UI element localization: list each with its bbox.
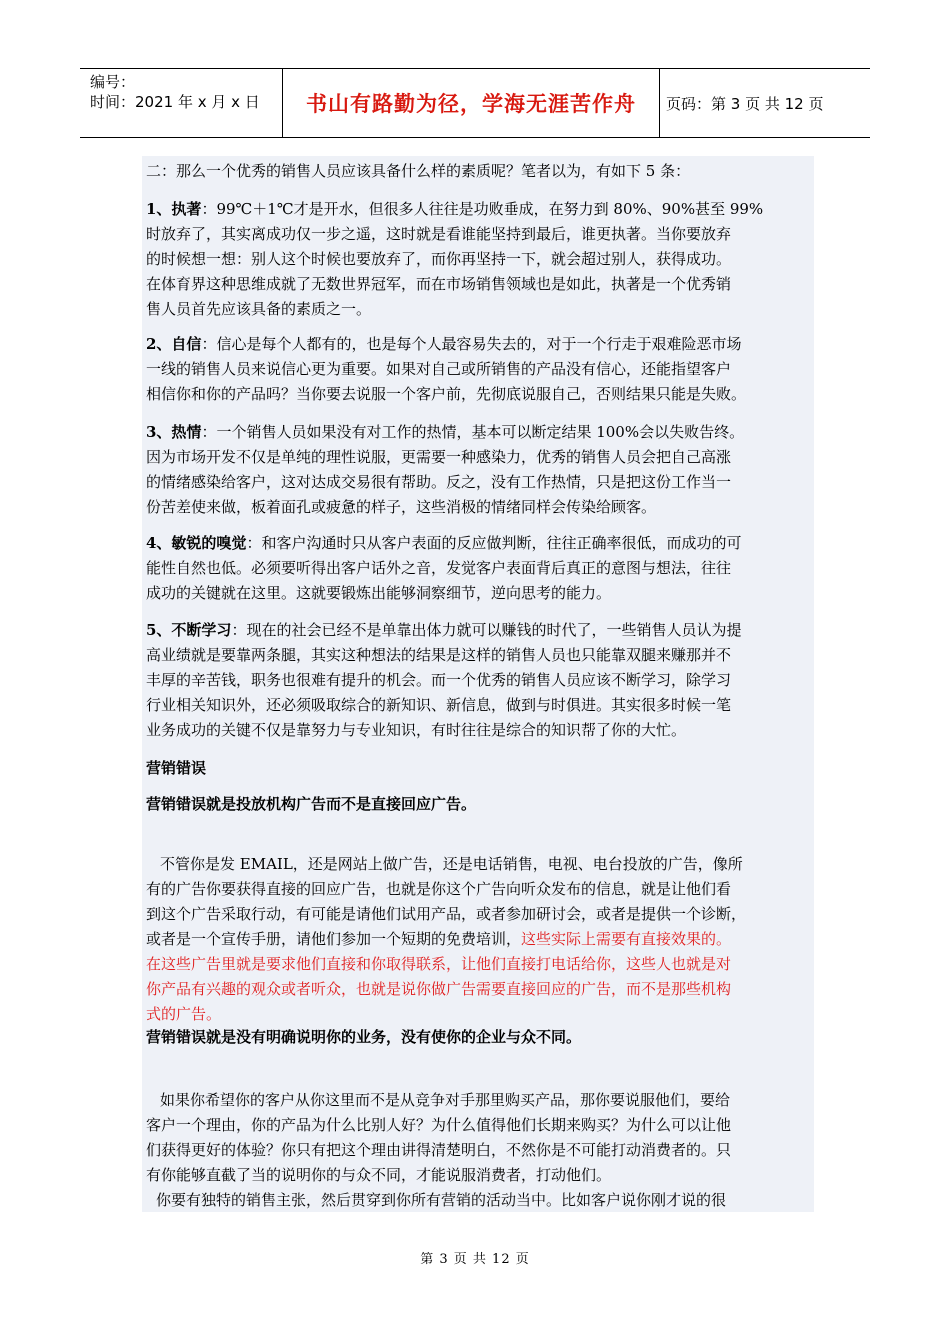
intro-text: 二：那么一个优秀的销售人员应该具备什么样的素质呢？笔者以为，有如下 5 条： (146, 162, 691, 180)
s2-line: 一线的销售人员来说信心更为重要。如果对自己或所销售的产品没有信心，还能指望客户 (146, 360, 732, 378)
doc-number-label: 编号： (90, 73, 136, 91)
err1-text: 或者是一个宣传手册，请他们参加一个短期的免费培训， (146, 930, 522, 948)
err2-line: 有你能够直截了当的说明你的与众不同，才能说服消费者，打动他们。 (146, 1166, 612, 1184)
err2-line: 们获得更好的体验？你只有把这个理由讲得清楚明白，不然你是不可能打动消费者的。只 (146, 1141, 732, 1159)
err2-line: 你要有独特的销售主张，然后贯穿到你所有营销的活动当中。比如客户说你刚才说的很 (156, 1191, 727, 1209)
s3-line (146, 420, 744, 445)
header-motto: 书山有路勤为径，学海无涯苦作舟 (283, 69, 660, 137)
s2-line: 相信你和你的产品吗？当你要去说服一个客户前，先彻底说服自己，否则结果只能是失败。 (146, 385, 747, 403)
s4-line (146, 531, 741, 556)
document-body (142, 156, 814, 1212)
page-header (80, 68, 870, 138)
section-title: 营销错误 (146, 759, 207, 777)
s4-line: 成功的关键就在这里。这就要锻炼出能够洞察细节，逆向思考的能力。 (146, 584, 612, 602)
s5-text: ：现在的社会已经不是单靠出体力就可以赚钱的时代了，一些销售人员认为提 (231, 621, 742, 639)
err1-highlight-line: 式的广告。 (146, 1005, 222, 1023)
err1-highlight: 这些实际上需要有直接效果的。 (521, 930, 732, 948)
s3-line: 的情绪感染给客户，这对达成交易很有帮助。反之，没有工作热情，只是把这份工作当一 (146, 473, 732, 491)
s1-line: 在体育界这种思维成就了无数世界冠军，而在市场销售领域也是如此，执著是一个优秀销 (146, 275, 732, 293)
err1-highlight-line: 你产品有兴趣的观众或者听众，也就是说你做广告需要直接回应的广告，而不是那些机构 (146, 980, 732, 998)
s4-heading: 4、敏锐的嗅觉 (146, 534, 247, 552)
s1-line: 售人员首先应该具备的素质之一。 (146, 300, 372, 318)
error-1-title: 营销错误就是投放机构广告而不是直接回应广告。 (146, 795, 477, 813)
s2-text: ：信心是每个人都有的，也是每个人最容易失去的，对于一个行走于艰难险恶市场 (201, 335, 742, 353)
header-page-info: 页码：第 3 页 共 12 页 (666, 94, 824, 113)
date-label: 时间：2021 年 x 月 x 日 (90, 93, 260, 111)
s5-line: 业务成功的关键不仅是靠努力与专业知识，有时往往是综合的知识帮了你的大忙。 (146, 721, 687, 739)
err1-line (146, 927, 731, 952)
page-footer: 第 3 页 共 12 页 (420, 1252, 530, 1267)
s5-line: 行业相关知识外，还必须吸取综合的新知识、新信息，做到与时俱进。其实很多时候一笔 (146, 696, 732, 714)
s5-line: 丰厚的辛苦钱，职务也很难有提升的机会。而一个优秀的销售人员应该不断学习，除学习 (146, 671, 732, 689)
s1-line: 时放弃了，其实离成功仅一步之遥，这时就是看谁能坚持到最后，谁更执著。当你要放弃 (146, 225, 732, 243)
s5-line (146, 618, 741, 643)
header-meta (80, 69, 283, 137)
err1-line: 到这个广告采取行动，有可能是请他们试用产品，或者参加研讨会，或者是提供一个诊断， (146, 905, 747, 923)
err2-line: 如果你希望你的客户从你这里而不是从竞争对手那里购买产品，那你要说服他们，要给 (160, 1091, 731, 1109)
s5-heading: 5、不断学习 (146, 621, 232, 639)
s3-text: ：一个销售人员如果没有对工作的热情，基本可以断定结果 100%会以失败告终。 (201, 423, 745, 441)
s1-text: ：99℃＋1℃才是开水，但很多人往往是功败垂成，在努力到 80%、90%甚至 99% (201, 200, 764, 218)
s1-line (146, 197, 763, 222)
err1-line: 不管你是发 EMAIL，还是网站上做广告，还是电话销售，电视、电台投放的广告，像所 (160, 855, 743, 873)
s3-line: 因为市场开发不仅是单纯的理性说服，更需要一种感染力，优秀的销售人员会把自己高涨 (146, 448, 732, 466)
error-2-title: 营销错误就是没有明确说明你的业务，没有使你的企业与众不同。 (146, 1028, 582, 1046)
s2-heading: 2、自信 (146, 335, 202, 353)
err2-line: 客户一个理由，你的产品为什么比别人好？为什么值得他们长期来购买？为什么可以让他 (146, 1116, 732, 1134)
s3-line: 份苦差使来做，板着面孔或疲惫的样子，这些消极的情绪同样会传染给顾客。 (146, 498, 657, 516)
s4-text: ：和客户沟通时只从客户表面的反应做判断，往往正确率很低，而成功的可 (246, 534, 742, 552)
s2-line (146, 332, 741, 357)
s5-line: 高业绩就是要靠两条腿，其实这种想法的结果是这样的销售人员也只能靠双腿来赚那并不 (146, 646, 732, 664)
s4-line: 能性自然也低。必须要听得出客户话外之音，发觉客户表面背后真正的意图与想法，往往 (146, 559, 732, 577)
s1-heading: 1、执著 (146, 200, 202, 218)
err1-line: 有的广告你要获得直接的回应广告，也就是你这个广告向听众发布的信息，就是让他们看 (146, 880, 732, 898)
s3-heading: 3、热情 (146, 423, 202, 441)
s1-line: 的时候想一想：别人这个时候也要放弃了，而你再坚持一下，就会超过别人，获得成功。 (146, 250, 732, 268)
err1-highlight-line: 在这些广告里就是要求他们直接和你取得联系，让他们直接打电话给你，这些人也就是对 (146, 955, 732, 973)
